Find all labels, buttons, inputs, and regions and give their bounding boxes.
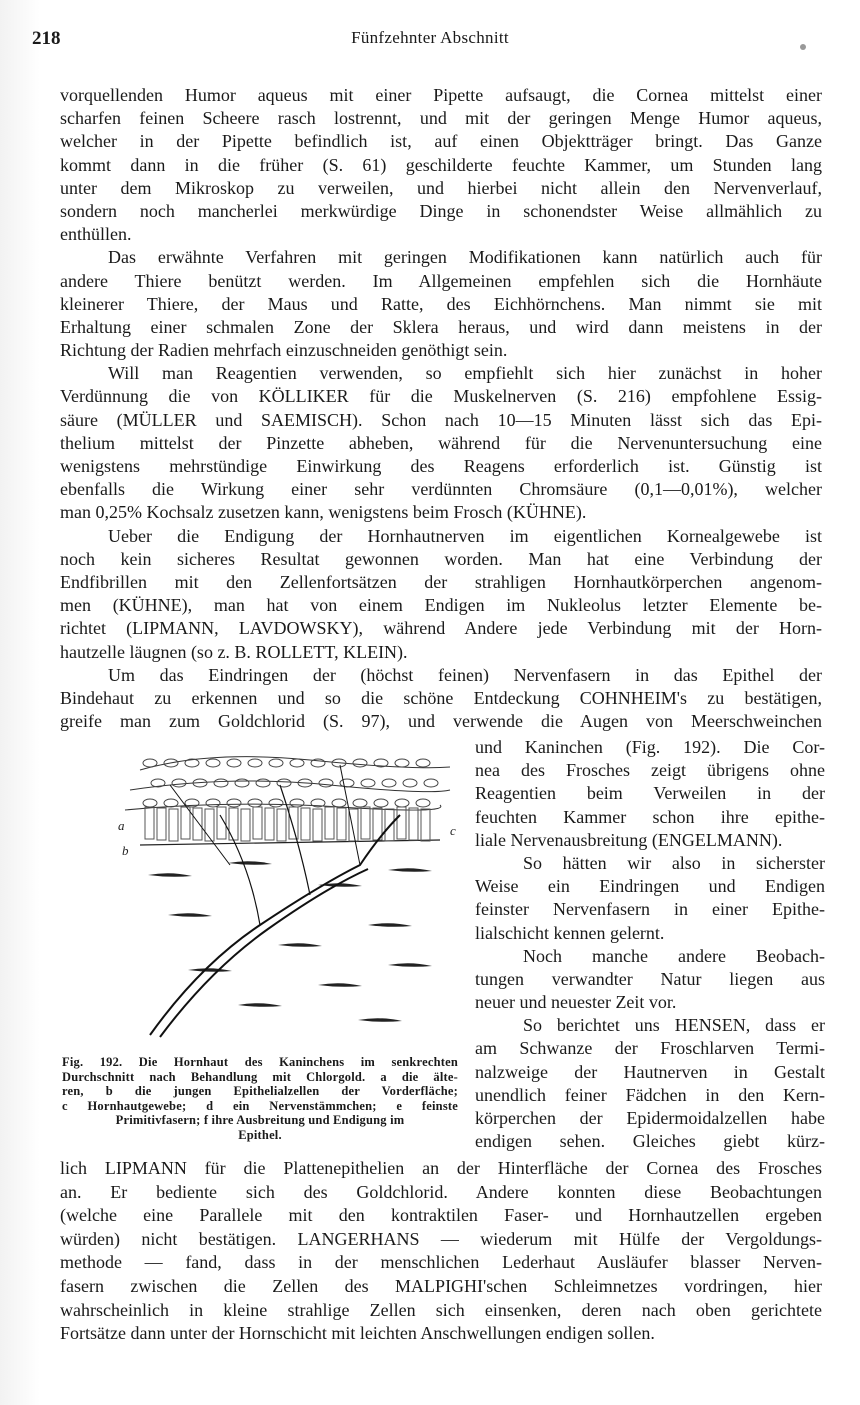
- cell-nucleus: [269, 799, 283, 807]
- cell-nucleus: [164, 799, 178, 807]
- columnar-cell: [349, 809, 358, 841]
- line-text: Primitivfasern; f ihre Ausbreitung und Endigung im: [115, 1113, 405, 1127]
- line-text: säure (MÜLLER und SAEMISCH). Schon nach 10—15 Minuten lässt sich das Epi-: [60, 409, 822, 430]
- young-epithelial-cells: [140, 840, 440, 845]
- line-text: Bindehaut zu erkennen und so die schöne Entdeckung COHNHEIM's zu bestätigen,: [60, 687, 822, 708]
- body-text-top: [60, 84, 822, 733]
- cell-nucleus: [416, 759, 430, 767]
- text-line: [60, 525, 822, 548]
- text-line: [60, 270, 822, 293]
- text-line: [60, 478, 822, 501]
- stroma-cell: [278, 943, 322, 947]
- text-line: [60, 1299, 822, 1323]
- cell-nucleus: [235, 779, 249, 787]
- text-line: [60, 409, 822, 432]
- cell-nucleus: [424, 779, 438, 787]
- text-line: [60, 571, 822, 594]
- cell-nucleus: [227, 799, 241, 807]
- line-text: Verdünnung die von KÖLLIKER für die Muskelnerven (S. 216) empfohlene Essig-: [60, 386, 822, 407]
- stroma-cell: [388, 963, 432, 967]
- line-text: kleinerer Thiere, der Maus und Ratte, des Eichhörnchens. Man nimmt sie mit: [60, 293, 822, 314]
- line-text: vorquellenden Humor aqueus mit einer Pipette aufsaugt, die Cornea mittelst einer: [60, 85, 822, 105]
- text-line: [475, 945, 825, 968]
- columnar-cell: [181, 807, 190, 839]
- cell-nucleus: [353, 799, 367, 807]
- text-line: [475, 1084, 825, 1107]
- cell-nucleus: [395, 799, 409, 807]
- stroma-cell: [148, 873, 192, 877]
- running-title: Fünfzehnter Abschnitt: [351, 28, 509, 47]
- columnar-cell: [145, 807, 154, 839]
- scan-speck: [800, 44, 806, 50]
- text-line: [475, 875, 825, 898]
- columnar-cell: [277, 809, 286, 841]
- cell-nucleus: [256, 779, 270, 787]
- cell-nucleus: [143, 799, 157, 807]
- caption-line: [62, 1128, 458, 1143]
- line-text: Fortsätze dann unter der Hornschicht mit leichten Anschwellungen endigen sollen.: [60, 1323, 655, 1344]
- line-text: Richtung der Radien mehrfach einzuschneiden genöthigt sein.: [60, 340, 508, 361]
- line-text: noch kein sicheres Resultat gewonnen worden. Man hat eine Verbindung der: [60, 548, 822, 569]
- columnar-cell: [193, 808, 202, 840]
- text-line: [60, 455, 822, 478]
- line-text: unter dem Mikroskop zu verweilen, und hierbei nicht allein den Nervenverlauf,: [60, 177, 822, 198]
- line-text: welcher in der Pipette befindlich ist, auf einen Objektträger bringt. Das Ganze: [60, 131, 822, 152]
- text-line: [60, 501, 822, 524]
- caption-line: [62, 1084, 458, 1099]
- line-text: Fig. 192. Die Hornhaut des Kaninchens im senkrechten: [62, 1055, 458, 1069]
- text-line: [475, 1061, 825, 1084]
- text-line: [60, 339, 822, 362]
- columnar-cell: [265, 808, 274, 840]
- cell-nucleus: [143, 759, 157, 767]
- line-text: ebenfalls die Wirkung einer sehr verdünnten Chromsäure (0,1—0,01%), welcher: [60, 479, 822, 500]
- line-text: fasern zwischen die Zellen des MALPIGHI'schen Schleimnetzes vordringen, hier: [60, 1275, 822, 1296]
- text-line: [60, 1157, 822, 1181]
- text-line: [475, 782, 825, 805]
- line-text: feuchten Kammer schon ihre epithe-: [475, 806, 825, 827]
- text-line: [60, 594, 822, 617]
- line-text: (welche eine Parallele mit den kontraktilen Faser- und Hornhautzellen ergeben: [60, 1205, 822, 1226]
- line-text: Epithel.: [238, 1127, 282, 1142]
- cell-nucleus: [332, 799, 346, 807]
- line-text: enthüllen.: [60, 224, 132, 245]
- text-line: [60, 293, 822, 316]
- line-text: Will man Reagentien verwenden, so empfiehlt sich hier zunächst in hoher: [108, 363, 822, 384]
- columnar-cell: [205, 809, 214, 841]
- cell-nucleus: [206, 799, 220, 807]
- line-text: lialschicht kennen gelernt.: [475, 922, 665, 943]
- line-text: Durchschnitt nach Behandlung mit Chlorgold. a die älte-: [62, 1069, 458, 1084]
- cell-nucleus: [319, 779, 333, 787]
- cell-nucleus: [214, 779, 228, 787]
- cell-nucleus: [172, 779, 186, 787]
- cell-nucleus: [277, 779, 291, 787]
- columnar-cell: [241, 809, 250, 841]
- body-text-bottom: [60, 1157, 822, 1346]
- figure-label-a: a: [118, 818, 125, 833]
- line-text: an. Er bediente sich des Goldchlorid. Andere konnten diese Beobachtungen: [60, 1181, 822, 1202]
- columnar-cell: [361, 807, 370, 839]
- text-line: [475, 736, 825, 759]
- scan-edge-shadow: [0, 0, 40, 1405]
- text-line: [60, 223, 822, 246]
- line-text: Um das Eindringen der (höchst feinen) Nervenfasern in das Epithel der: [108, 664, 822, 685]
- stroma-cell: [318, 983, 362, 987]
- text-line: [475, 968, 825, 991]
- line-text: Ueber die Endigung der Hornhautnerven im eigentlichen Kornealgewebe ist: [108, 525, 822, 546]
- line-text: nea des Frosches zeigt übrigens ohne: [475, 760, 825, 781]
- line-text: methode — fand, dass in der menschlichen Lederhaut Ausläufer blasser Nerven-: [60, 1252, 822, 1273]
- text-line: [60, 1322, 822, 1346]
- text-line: [475, 922, 825, 945]
- cell-nucleus: [290, 799, 304, 807]
- line-text: unendlich feiner Fädchen in den Kern-: [475, 1084, 825, 1105]
- line-text: greife man zum Goldchlorid (S. 97), und verwende die Augen von Meerschweinchen: [60, 711, 822, 732]
- text-line: [60, 1275, 822, 1299]
- line-text: men (KÜHNE), man hat von einem Endigen im Nukleolus letzter Elemente be-: [60, 595, 822, 616]
- line-text: Noch manche andere Beobach-: [523, 945, 825, 966]
- text-line: [60, 1228, 822, 1252]
- line-text: andere Thiere benützt werden. Im Allgemeinen empfehlen sich die Hornhäute: [60, 270, 822, 291]
- caption-line: [62, 1099, 458, 1114]
- columnar-cell: [157, 808, 166, 840]
- text-line: [475, 829, 825, 852]
- stroma-cell: [368, 923, 412, 927]
- text-line: [60, 617, 822, 640]
- cell-nucleus: [311, 759, 325, 767]
- columnar-cell: [313, 809, 322, 841]
- text-line: [60, 362, 822, 385]
- text-line: [60, 548, 822, 571]
- line-text: liale Nervenausbreitung (ENGELMANN).: [475, 829, 783, 850]
- text-line: [60, 710, 822, 733]
- text-line: [475, 1037, 825, 1060]
- cell-nucleus: [361, 779, 375, 787]
- line-text: würden) nicht bestätigen. LANGERHANS — wiederum mit Hülfe der Vergoldungs-: [60, 1228, 822, 1249]
- text-line: [475, 806, 825, 829]
- figure-label-b: b: [122, 843, 129, 858]
- columnar-cell: [229, 808, 238, 840]
- cell-nucleus: [403, 779, 417, 787]
- cell-nucleus: [395, 759, 409, 767]
- text-line: [60, 664, 822, 687]
- line-text: So berichtet uns HENSEN, dass er: [523, 1015, 825, 1036]
- stroma-cell: [358, 1018, 402, 1022]
- cell-nucleus: [416, 799, 430, 807]
- line-text: kommt dann in die früher (S. 61) geschilderte feuchte Kammer, um Stunden lang: [60, 154, 822, 175]
- line-text: feinster Nervenfasern in einer Epithe-: [475, 899, 825, 920]
- line-text: Endfibrillen mit den Zellenfortsätzen der strahligen Hornhautkörperchen angenom-: [60, 571, 822, 592]
- line-text: ren, b die jungen Epithelialzellen der Vorderfläche;: [62, 1084, 458, 1098]
- columnar-cell: [409, 808, 418, 840]
- line-text: körperchen der Epidermoidalzellen habe: [475, 1108, 825, 1128]
- text-line: [475, 852, 825, 875]
- text-line: [60, 316, 822, 339]
- caption-line: [62, 1055, 458, 1070]
- columnar-cell: [253, 807, 262, 839]
- caption-line: [62, 1113, 458, 1128]
- line-text: richtet (LIPMANN, LAVDOWSKY), während Andere jede Verbindung mit der Horn-: [60, 618, 822, 639]
- cell-nucleus: [206, 759, 220, 767]
- text-line: [60, 1181, 822, 1205]
- columnar-cell: [325, 807, 334, 839]
- columnar-cell: [289, 807, 298, 839]
- line-text: am Schwanze der Froschlarven Termi-: [475, 1038, 825, 1059]
- columnar-cell: [301, 808, 310, 840]
- cell-nucleus: [290, 759, 304, 767]
- text-line: [60, 107, 822, 130]
- cell-nucleus: [227, 759, 241, 767]
- stroma-cell: [388, 868, 432, 872]
- corneal-tissue-cells: [148, 861, 432, 1022]
- line-text: Weise ein Eindringen und Endigen: [475, 876, 825, 897]
- cell-nucleus: [374, 799, 388, 807]
- text-line: [60, 1204, 822, 1228]
- text-line: [60, 687, 822, 710]
- line-text: Reagentien beim Verweilen in der: [475, 783, 825, 804]
- line-text: Erhaltung einer schmalen Zone der Sklera heraus, und wird dann meistens in der: [60, 316, 822, 337]
- line-text: scharfen feinen Scheere rasch lostrennt, und mit der geringen Menge Humor aqueus,: [60, 108, 822, 129]
- text-line: [60, 154, 822, 177]
- cell-nucleus: [382, 779, 396, 787]
- line-text: So hätten wir also in sicherster: [523, 852, 825, 873]
- line-text: Das erwähnte Verfahren mit geringen Modifikationen kann natürlich auch für: [108, 247, 822, 268]
- text-line: [60, 641, 822, 664]
- line-text: hautzelle läugnen (so z. B. ROLLETT, KLEIN).: [60, 641, 408, 662]
- columnar-cells: [145, 807, 430, 841]
- older-epithelial-cells: [125, 757, 450, 810]
- text-line: [475, 898, 825, 921]
- columnar-cell: [397, 807, 406, 839]
- cell-nucleus: [248, 759, 262, 767]
- figure-label-c: c: [450, 823, 456, 838]
- text-line: [475, 991, 825, 1014]
- line-text: endigen sehen. Gleiches giebt kürz-: [475, 1131, 825, 1152]
- cell-nucleus: [269, 759, 283, 767]
- stroma-cell: [228, 861, 272, 865]
- text-line: [60, 177, 822, 200]
- stroma-cell: [238, 1003, 282, 1007]
- figure-192-cornea-illustration: [110, 745, 465, 1045]
- text-line: [475, 1107, 825, 1130]
- line-text: und Kaninchen (Fig. 192). Die Cor-: [475, 737, 825, 757]
- text-line: [60, 1251, 822, 1275]
- columnar-cell: [421, 809, 430, 841]
- text-line: [60, 84, 822, 107]
- text-line: [60, 130, 822, 153]
- text-line: [475, 1014, 825, 1037]
- text-line: [60, 432, 822, 455]
- columnar-cell: [337, 808, 346, 840]
- stroma-cell: [188, 968, 232, 972]
- columnar-cell: [169, 809, 178, 841]
- line-text: tungen verwandter Natur liegen aus: [475, 968, 825, 989]
- text-line: [475, 1130, 825, 1153]
- line-text: neuer und neuester Zeit vor.: [475, 992, 677, 1013]
- text-line: [60, 246, 822, 269]
- text-line: [60, 385, 822, 408]
- text-line: [60, 200, 822, 223]
- line-text: thelium mittelst der Pinzette abheben, während für die Nervenuntersuchung eine: [60, 432, 822, 453]
- line-text: wenigstens mehrstündige Einwirkung des Reagens erforderlich ist. Günstig ist: [60, 456, 822, 476]
- cell-nucleus: [248, 799, 262, 807]
- line-text: sondern noch mancherlei merkwürdige Dinge in schonendster Weise allmählich zu: [60, 200, 822, 221]
- cell-nucleus: [340, 779, 354, 787]
- body-text-beside-figure: [475, 736, 825, 1153]
- line-text: lich LIPMANN für die Plattenepithelien an der Hinterfläche der Cornea des Frosches: [60, 1158, 822, 1178]
- caption-line: [62, 1070, 458, 1085]
- line-text: wahrscheinlich in kleine strahlige Zellen sich einsenken, deren nach oben gerichtete: [60, 1299, 822, 1320]
- line-text: nalzweige der Hautnerven in Gestalt: [475, 1061, 825, 1082]
- text-line: [475, 759, 825, 782]
- page-number: 218: [32, 28, 61, 49]
- figure-caption: [62, 1055, 458, 1142]
- line-text: c Hornhautgewebe; d ein Nervenstämmchen; e feinste: [62, 1098, 458, 1113]
- stroma-cell: [168, 913, 212, 917]
- line-text: man 0,25% Kochsalz zusetzen kann, wenigstens beim Frosch (KÜHNE).: [60, 502, 587, 523]
- cell-nucleus: [353, 759, 367, 767]
